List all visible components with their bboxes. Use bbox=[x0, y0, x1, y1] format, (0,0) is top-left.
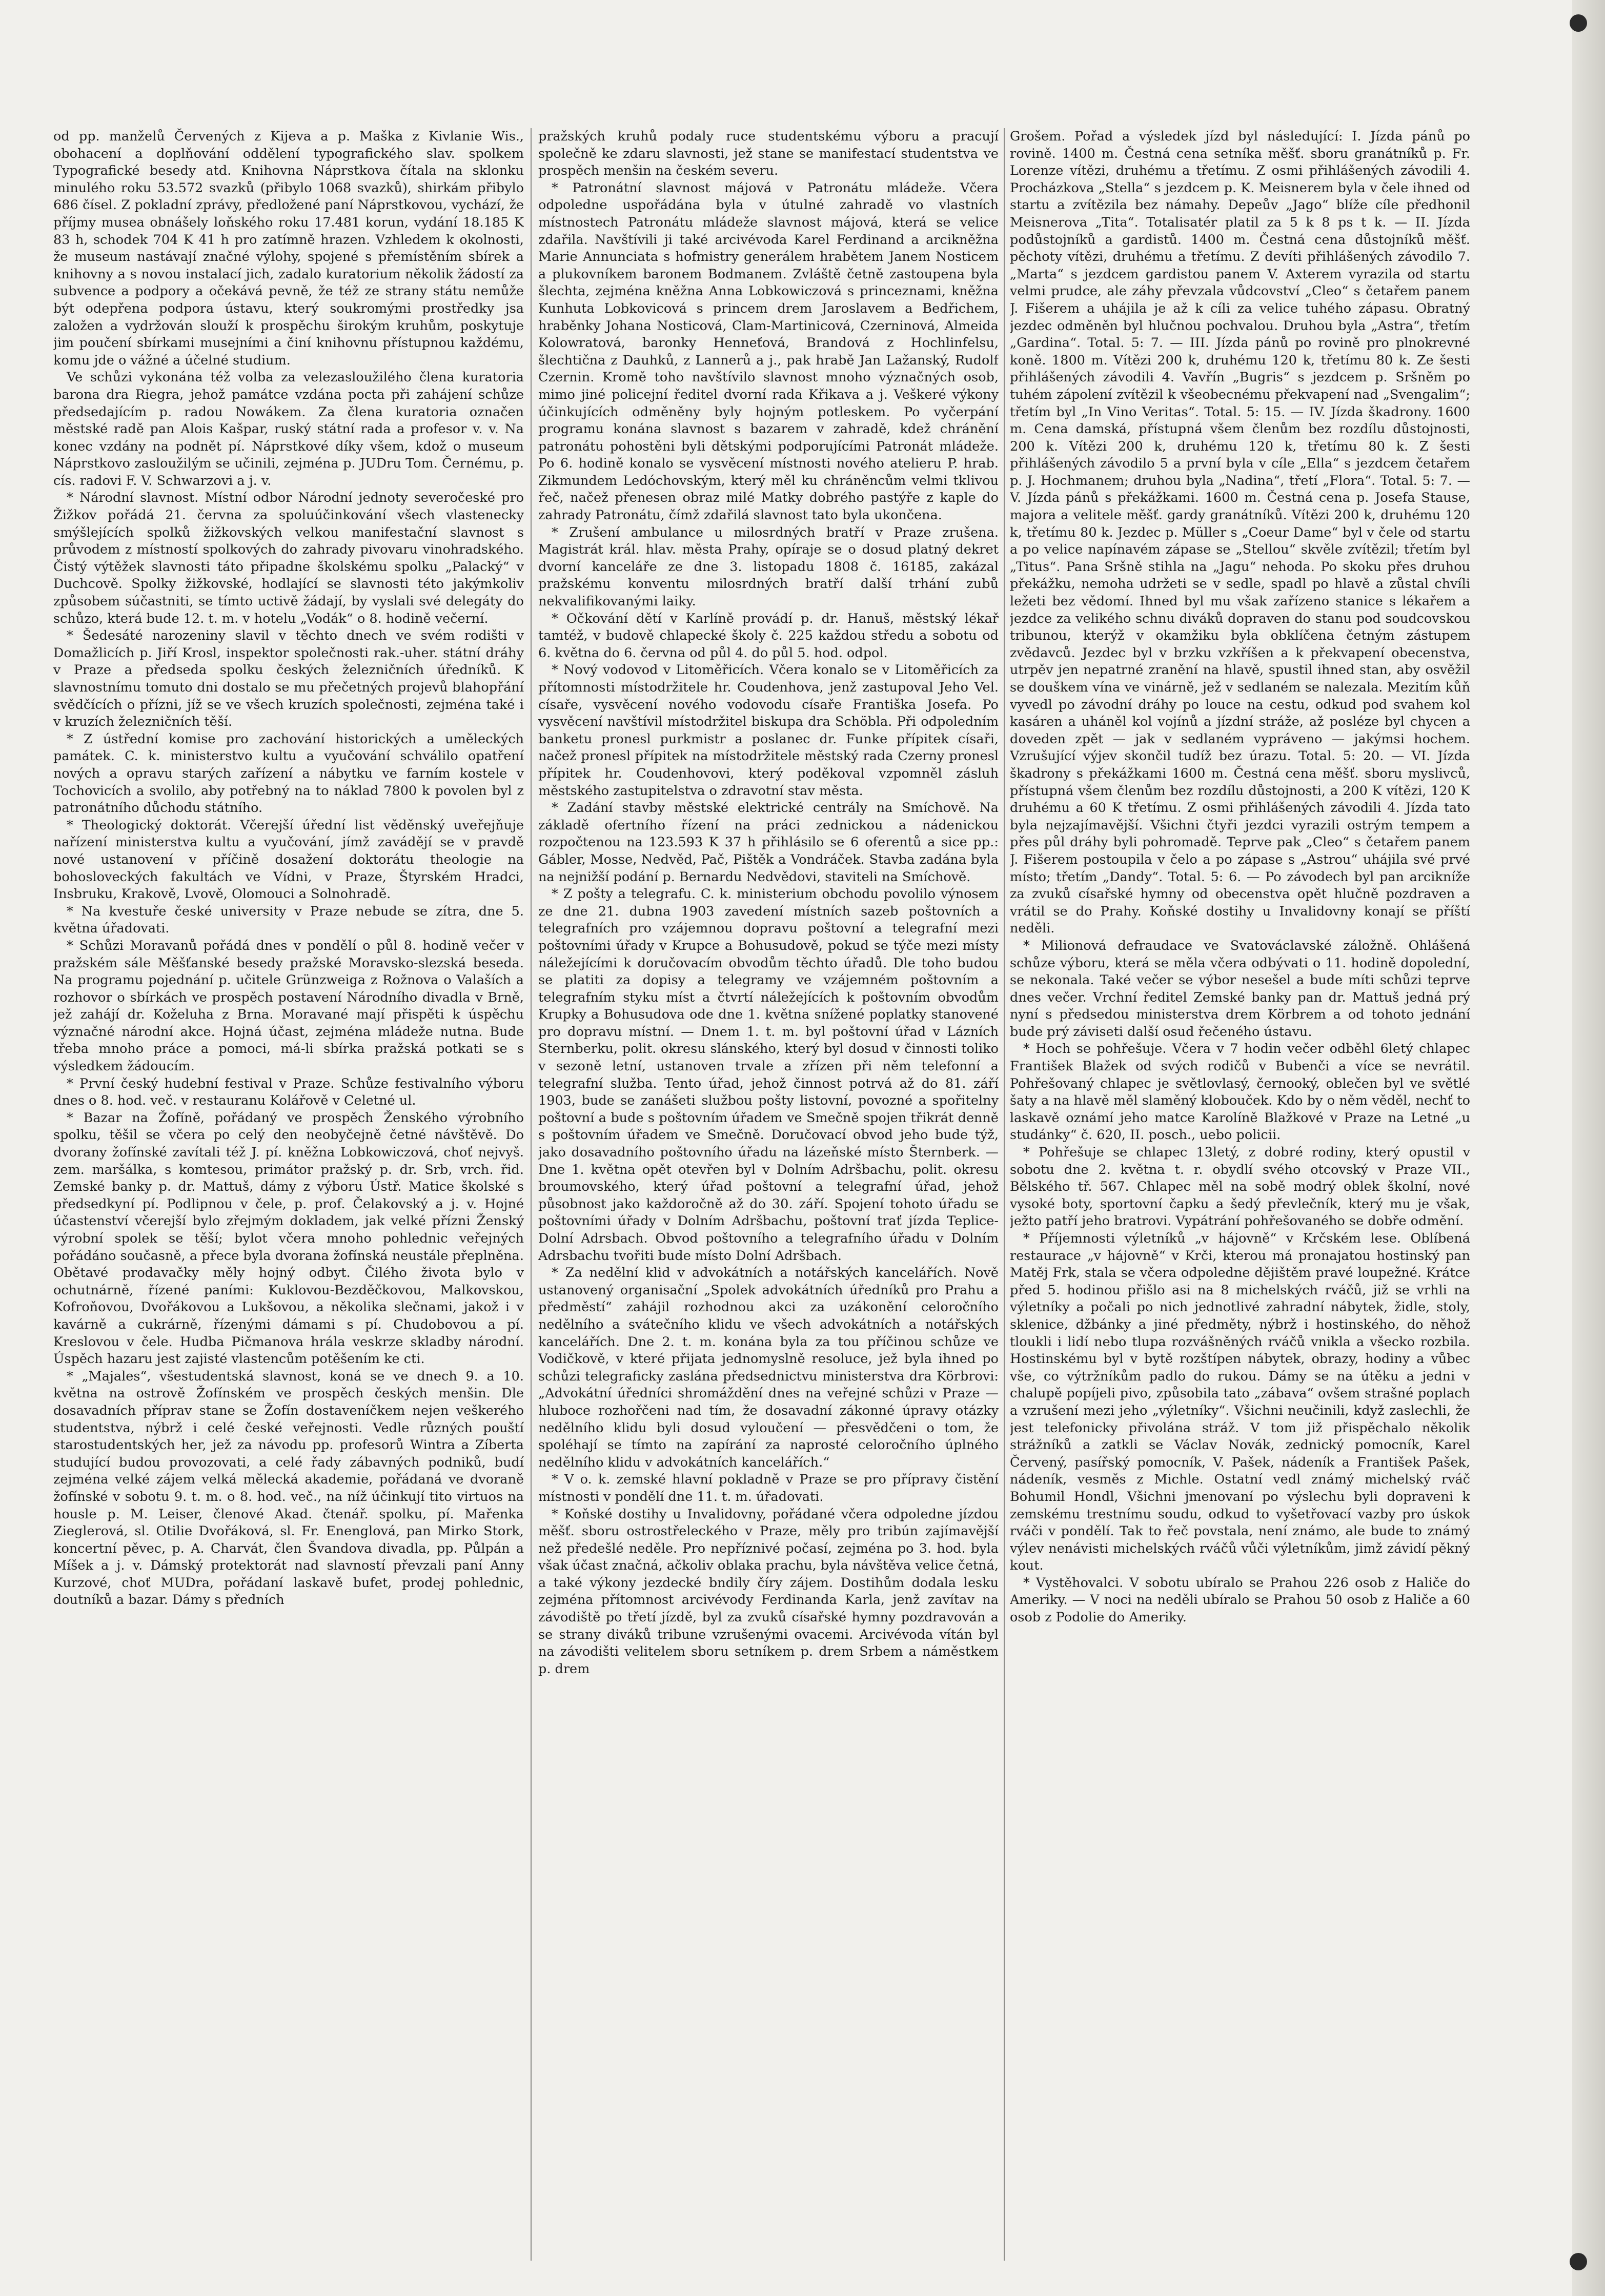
article-paragraph: * Šedesáté narozeniny slavil v těchto dnech ve svém rodišti v Domažlicích p. Jiří Krosl, inspektor společnosti rak.-uher. státní dráhy v Praze a předseda spolku českých železničních úředníků. K slavnostnímu tomuto dni dostalo se mu přečetných projevů blahopřání svědčících o přízni, jíž se ve všech kruzích společnosti, zejména také i v kruzích železničních těší. bbox=[53, 628, 524, 730]
article-paragraph: * Pohřešuje se chlapec 13letý, z dobré rodiny, který opustil v sobotu dne 2. května t. r. obydlí svého otcovský v Praze VII., Bělského tř. 567. Chlapec měl na sobě modrý oblek školní, nové vysoké boty, sportovní čapku a šedý převlečník, který mu je však, ježto patří jeho bratrovi. Vypátrání pohřešovaného se dobře odmění. bbox=[1010, 1145, 1470, 1229]
article-paragraph: * Za nedělní klid v advokátních a notářských kancelářích. Nově ustanovený organisační „Spolek advokátních úředníků pro Prahu a předměstí“ zahájil rozhodnou akci za uzákonění celoročního nedělního a svátečního klidu ve všech advokátních a notářských kancelářích. Dne 2. t. m. konána byla za tou příčinou schůze ve Vodičkově, v které přijata jednomyslně resoluce, jež byla ihned po schůzi telegraficky zaslána předsednictvu ministerstva dra Körbrovi: „Advokátní úředníci shromáždění dnes na veřejné schůzi v Praze — hluboce rozhořčeni nad tím, že dosavadní zákonné úpravy otázky nedělního klidu byli dosud vyloučení — přesvědčeni o tom, že spoléhají se tímto na zapírání za naprosté celoročního úplného nedělního klidu v advokátních kancelářích.“ bbox=[538, 1265, 999, 1470]
article-paragraph: * První český hudební festival v Praze. Schůze festivalního výboru dnes o 8. hod. več. v restauranu Kolářově v Celetné ul. bbox=[53, 1075, 524, 1109]
article-paragraph: od pp. manželů Červených z Kijeva a p. Maška z Kivlanie Wis., obohacení a doplňování oddělení typografického slav. spolkem Typografické besedy atd. Knihovna Náprstkova čítala na sklonku minulého roku 53.572 svazků (přibylo 1068 svazků), shirkám přibylo 686 čísel. Z pokladní zprávy, předložené paní Náprstkovou, vychází, že příjmy musea obnášely loňského roku 17.481 korun, vydání 18.185 K 83 h, schodek 704 K 41 h pro zatímně hrazen. Vzhledem k okolnosti, že museum nastávají značné výlohy, spojené s přemístěním sbírek a knihovny a s novou instalací jich, zadalo kuratorium několik žádostí za subvence a podpory a očekává pevně, že též ze strany státu nemůže být odepřena podpora ústavu, který soukromými prostředky jsa založen a vydržován slouží k prospěchu širokým kruhům, poskytuje jim poučení sbírkami musejními a činí knihovnu přístupnou každému, komu jde o vážné a účelné studium. bbox=[53, 129, 524, 368]
column-divider bbox=[531, 128, 532, 2261]
article-paragraph: * Z ústřední komise pro zachování historických a uměleckých památek. C. k. ministerstvo kultu a vyučování schválilo opatření nových a opravu starých zařízení a nábytku ve farním kostele v Tochovicích a svolilo, aby potřebný na to náklad 7800 k povolen byl z patronátního důchodu státního. bbox=[53, 731, 524, 816]
article-paragraph: * Schůzi Moravanů pořádá dnes v pondělí o půl 8. hodině večer v pražském sále Měšťanské besedy pražské Moravsko-slezská beseda. Na programu pojednání p. učitele Grünzweiga z Rožnova o Valaších a rozhovor o sbírkách ve prospěch postavení Národního divadla v Brně, jež zahájí dr. Koželuha z Brna. Moravané mají přispěti k úspěchu význačné národní akce. Hojná účast, zejména mládeže nutna. Bude třeba mnoho práce a pomoci, má-li sbírka pražská potkati se s výsledkem žádoucím. bbox=[53, 938, 524, 1074]
article-paragraph: * Patronátní slavnost májová v Patronátu mládeže. Včera odpoledne uspořádána byla v útulné zahradě vo vlastních místnostech Patronátu mládeže slavnost májová, která se velice zdařila. Navštívili ji také arcivévoda Karel Ferdinand a arcikněžna Marie Annunciata s hofmistry generálem hrabětem Janem Nosticem a plukovníkem baronem Bodmanem. Zvláště četně zastoupena byla šlechta, zejména kněžna Anna Lobkowiczová s princeznami, kněžna Kunhuta Lobkovicová s princem drem Jaroslavem a Bedřichem, hraběnky Johana Nosticová, Clam-Martinicová, Czerninová, Almeida Kolowratová, baronky Henneťová, Brandová z Hochlinfelsu, šlechtična z Dauhků, z Lannerů a j., pak hrabě Jan Lažanský, Rudolf Czernin. Kromě toho navštívilo slavnost mnoho význačných osob, mimo jiné policejní ředitel dvorní rada Křikava a j. Veškeré výkony účinkujících odměněny byly hojným potleskem. Po vyčerpání programu konána slavnost s bazarem v zahradě, kdež chránění patronátu pohostěni byli dětskými podporujícími Patronát mládeže. Po 6. hodině konalo se vysvěcení místnosti nového atelieru P. hrab. Zikmundem Ledóchovským, který měl ku chráněncům velmi tklivou řeč, načež přenesen obraz milé Matky dobrého pastýře z kaple do zahrady Patronátu, čímž zdařilá slavnost tato byla ukončena. bbox=[538, 180, 999, 523]
column-divider bbox=[1004, 128, 1005, 2261]
article-paragraph: pražských kruhů podaly ruce studentskému výboru a pracují společně ke zdaru slavnosti, jež stane se manifestací studentstva ve prospěch menšin na českém severu. bbox=[538, 129, 999, 179]
article-paragraph: * Bazar na Žofíně, pořádaný ve prospěch Ženského výrobního spolku, těšil se včera po celý den neobyčejně četné návštěvě. Do dvorany žofínské zavítali též J. pí. kněžna Lobkowiczová, choť nejvyš. zem. maršálka, s komtesou, primátor pražský p. dr. Srb, vrch. řid. Zemské banky p. dr. Mattuš, dámy z výboru Ústř. Matice školské s předsedkyní pí. Podlipnou v čele, p. prof. Čelakovský a j. v. Hojné účastenství včerejší bylo zřejmým dokladem, jak velké přízni Ženský výrobní spolek se těší; bylot včera mnoho pohlednic veřejných pořádáno současně, a přece byla dvorana žofínská neustále přeplněna. Obětavé prodavačky měly hojný odbyt. Čilého života bylo v ochutnárně, řízené paními: Kuklovou-Bezděčkovou, Malkovskou, Kofroňovou, Dvořákovou a Lukšovou, a několika slečnami, jakož i v kavárně a cukrárně, řízenými dámami s pí. Chudobovou a pí. Kreslovou v čele. Hudba Pičmanova hrála veskrze skladby národní. Úspěch hazaru jest zajisté vlastencům potěšením ke cti. bbox=[53, 1110, 524, 1367]
column-middle bbox=[538, 128, 999, 2261]
article-paragraph: * Na kvestuře české university v Praze nebude se zítra, dne 5. května úřadovati. bbox=[53, 903, 524, 937]
article-paragraph: * Nový vodovod v Litoměřicích. Včera konalo se v Litoměřicích za přítomnosti místodržitele hr. Coudenhova, jenž zastupoval Jeho Vel. císaře, vysvěcení nového vodovodu císaře Františka Josefa. Po vysvěcení navštívil místodržitel biskupa dra Schöbla. Při odpoledním banketu pronesl purkmistr a poslanec dr. Funke přípitek císaři, načež pronesl přípitek na místodržitele městský rada Czerny pronesl přípitek hr. Coudenhovovi, který poděkoval vzpomněl zásluh městského zastupitelstva o zdravotní stav města. bbox=[538, 662, 999, 799]
column-left bbox=[53, 128, 524, 2261]
article-paragraph: * Národní slavnost. Místní odbor Národní jednoty severočeské pro Žižkov pořádá 21. června za spoluúčinkování všech vlastenecky smýšlejících spolků žižkovských velkou manifestační slavnost s průvodem z místností spolkových do zahrady pivovaru vinohradského. Čistý výtěžek slavnosti táto připadne školskému spolku „Palacký“ v Duchcově. Spolky žižkovské, hodlající se slavnosti této jakýmkoliv způsobem súčastniti, se tímto uctivě žádají, by vyslali své delegáty do schůzo, která bude 12. t. m. v hotelu „Vodák“ o 8. hodině večerní. bbox=[53, 490, 524, 626]
article-paragraph: * „Majales“, všestudentská slavnost, koná se ve dnech 9. a 10. května na ostrově Žofínském ve prospěch českých menšin. Dle dosavadních příprav stane se Žofín dostaveníčkem nejen veškerého studentstva, nýbrž i celé české veřejnosti. Vedle různých pouští starostudentských her, jež za návodu pp. profesorů Wintra a Zíberta studující budou provozovati, a celé řady zábavných podniků, budí zejména velké zájem velká mělecká akademie, pořádaná ve dvoraně žofínské v sobotu 9. t. m. o 8. hod. več., na níž účinkují tito virtuos na housle p. M. Leiser, členové Akad. čtenář. spolku, pí. Mařenka Zieglerová, sl. Otilie Dvořáková, sl. Fr. Enenglová, pan Mirko Stork, koncertní pěvec, p. A. Charvát, člen Švandova divadla, pp. Půlpán a Míšek a j. v. Dámský protektorát nad slavností převzali paní Anny Kurzové, choť MUDra, pořádaní laskavě bufet, prodej pohlednic, doutníků a bazar. Dámy s předních bbox=[53, 1368, 524, 1608]
column-right bbox=[1010, 128, 1470, 2261]
article-paragraph: * V o. k. zemské hlavní pokladně v Praze se pro přípravy čistění místnosti v pondělí dne 11. t. m. úřadovati. bbox=[538, 1472, 999, 1505]
article-paragraph: * Milionová defraudace ve Svatováclavské záložně. Ohlášená schůze výboru, která se měla včera odbývati o 11. hodině dopolední, se nekonala. Také večer se výbor nesešel a bude míti schůzi teprve dnes večer. Vrchní ředitel Zemské banky pan dr. Mattuš jedná prý nyní s předsedou ministerstva drem Körbrem a od tohoto jednání bude prý záviseti další osud řečeného ústavu. bbox=[1010, 938, 1470, 1040]
binding-hole bbox=[1570, 2253, 1587, 2270]
article-paragraph: Grošem. Pořad a výsledek jízd byl následující: I. Jízda pánů po rovině. 1400 m. Čestná cena setníka měšť. sboru granátníků p. Fr. Lorenze vítězi, druhému a třetímu. Z osmi přihlášených závodili 4. Procházkova „Stella“ s jezdcem p. K. Meisnerem byla v čele ihned od startu a zvítězila bez námahy. Depeův „Jago“ blíže cíle předhonil Meisnerova „Tita“. Totalisatér platil za 5 k 8 ps t k. — II. Jízda podůstojníků a gardistů. 1400 m. Čestná cena důstojníků měšť. pěchoty vítězi, druhému a třetímu. Z devíti přihlášených závodilo 7. „Marta“ s jezdcem gardistou panem V. Axterem vyrazila od startu velmi prudce, ale záhy převzala vůdcovství „Cleo“ s četařem panem J. Fišerem a uhájila je až k cíli za velice tuhého zápasu. Obratný jezdec odměněn byl hlučnou pochvalou. Druhou byla „Astra“, třetím „Gardina“. Total. 5: 7. — III. Jízda pánů po rovině pro plnokrevné koně. 1800 m. Vítězi 200 k, druhému 120 k, třetímu 80 k. Ze šesti přihlášených závodili 4. Vavřín „Bugris“ s jezdcem p. Sršněm po tuhém zápolení zvítězil k všeobecnému překvapení nad „Svengalim“; třetím byl „In Vino Veritas“. Total. 5: 15. — IV. Jízda škadrony. 1600 m. Cena damská, přístupná všem členům bez rozdílu důstojnosti, 200 k. Vítězi 200 k, druhému 120 k, třetímu 80 k. Z šesti přihlášených závodilo 5 a první byla v cíle „Ella“ s jezdcem četařem p. J. Hochmanem; druhou byla „Nadina“, třetí „Flora“. Total. 5: 7. — V. Jízda pánů s překážkami. 1600 m. Čestná cena p. Josefa Stause, majora a velitele měšť. gardy granátníků. Vítězi 200 k, druhému 120 k, třetímu 80 k. Jezdec p. Müller s „Coeur Dame“ byl v čele od startu a po velice napínavém zápase se „Stellou“ skvěle zvítězil; třetím byl „Titus“. Pana Sršně stihla na „Jagu“ nehoda. Po skoku přes druhou překážku, nemoha udržeti se v sedle, spadl po hlavě a zůstal chvíli ležeti bez vědomí. Ihned byl mu však zařízeno stanice s lékařem a jezdce za velikého schnu diváků dopraven do stanu pod soudcovskou tribunou, kterýž v okamžiku byla obklíčena četným zástupem zvědavců. Jezdec byl v brzku vzkříšen a k překvapení obecenstva, utrpěv jen nepatrné zranění na hlavě, spustil ihned stan, aby osvěžil se douškem vína ve vinárně, jež v sedlaném se nalezala. Mezitím kůň vyvedl po závodní dráhy po louce na cestu, odkud pod svahem kol kasáren a uháněl kol vojínů a jízdní stráže, až posléze byl chycen a doveden zpět — jak v sedlaném vypráveno — jakýmsi hochem. Vzrušující výjev skončil tudíž bez úrazu. Total. 5: 20. — VI. Jízda škadrony s překážkami 1600 m. Čestná cena měšť. sboru myslivců, přístupná všem členům bez rozdílu důstojnosti, a 200 K vítězi, 120 K druhému a 60 K třetímu. Z osmi přihlášených závodili 4. Jízda tato byla nejzajímavější. Všichni čtyři jezdci vyrazili ostrým tempem a přes půl dráhy byli pohromadě. Teprve pak „Cleo“ s četařem panem J. Fišerem postoupila v čelo a po zápase s „Astrou“ uhájila své prvé místo; třetím „Dandy“. Total. 5: 6. — Po závodech byl pan arcikníže za zvuků císařské hymny od obecenstva opět hlučně pozdraven a vrátil se do Prahy. Koňské dostihy u Invalidovny konají se příští neděli. bbox=[1010, 129, 1470, 937]
article-paragraph: * Zrušení ambulance u milosrdných bratří v Praze zrušena. Magistrát král. hlav. města Prahy, opíraje se o dosud platný dekret dvorní kanceláře ze dne 3. listopadu 1808 č. 16185, zakázal pražskému konventu milosrdných bratří další trhání zubů nekvalifikovanými laiky. bbox=[538, 524, 999, 609]
article-paragraph: * Theologický doktorát. Včerejší úřední list věděnský uveřejňuje nařízení ministerstva kultu a vyučování, jímž zavádějí se v pravdě nové ustanovení v příčině dosažení doktorátu theologie na bohosloveckých fakultách ve Vídni, v Praze, Štyrském Hradci, Insbruku, Krakově, Lvově, Olomouci a Solnohradě. bbox=[53, 817, 524, 902]
article-paragraph: * Příjemnosti výletníků „v hájovně“ v Krčském lese. Oblíbená restaurace „v hájovně“ v Krči, kterou má pronajatou hostinský pan Matěj Frk, stala se včera odpoledne dějištěm pravé loupežné. Krátce před 5. hodinou přišlo asi na 8 michelských rváčů, již se vrhli na výletníky a počali po nich jednotlivé zahradní nábytek, židle, stoly, sklenice, džbánky a jiné předměty, nýbrž i hostinského, do něhož tloukli i lidí nebo tlupa rozvášněných rváčů vnikla a všecko rozbila. Hostinskému byl v bytě rozštípen nábytek, obrazy, hodiny a vůbec vše, co výtržníkům padlo do rukou. Dámy se na útěku a jedni v chalupě popíjeli pivo, způsobila tato „zábava“ ovšem strašné poplach a vzrušení mezi jeho „výletníky“. Všichni neučinili, když zaslechli, že jest telefonicky přivolána stráž. V tom již přispěchalo několik strážníků a zatkli se Václav Novák, zednický pomocník, Karel Červený, pasířský pomocník, V. Pašek, nádeník a František Pašek, nádeník, vesměs z Michle. Ostatní vedl známý michelský rváč Bohumil Hondl, Všichni jmenovaní po výslechu byli dopraveni k zemskému trestnímu soudu, odkud to vyšetřovací vazby pro úskok rváči v pondělí. Tak to řeč povstala, není známo, ale bude to známý výlev nenávisti michelských rváčů vůči výletníkům, jimž závidí pěkný kout. bbox=[1010, 1231, 1470, 1574]
article-paragraph: * Zadání stavby městské elektrické centrály na Smíchově. Na základě ofertního řízení na práci zednickou a nádenickou rozpočtenou na 123.593 K 37 h přihlásilo se 6 oferentů a sice pp.: Gábler, Mosse, Nedvěd, Pač, Pištěk a Vondráček. Stavba zadána byla na nejnižší podání p. Bernardu Nedvědovi, staviteli na Smíchově. bbox=[538, 800, 999, 885]
binding-hole bbox=[1570, 14, 1587, 32]
article-paragraph: * Koňské dostihy u Invalidovny, pořádané včera odpoledne jízdou měšť. sboru ostrostřeleckého v Praze, měly pro tribún zajímavější než předešlé neděle. Pro nepříznivé počasí, zejména po 3. hod. byla však účast značná, ačkoliv oblaka prachu, byla návštěva velice četná, a také výkony jezdecké bndily číry zájem. Dostihům dodala lesku zejména přítomnost arcivévody Ferdinanda Karla, jenž zavítav na závodiště po třetí jízdě, byl za zvuků císařské hymny pozdravován a se strany diváků tribune vzrušenými ovacemi. Arcivévoda vítán byl na závodišti velitelem sboru setníkem p. drem Srbem a náměstkem p. drem bbox=[538, 1506, 999, 1677]
article-paragraph: * Z pošty a telegrafu. C. k. ministerium obchodu povolilo výnosem ze dne 21. dubna 1903 zavedení místních sazeb poštovních a telegrafních pro vzájemnou dopravu poštovní a telegrafní mezi poštovními úřady v Krupce a Bohusudově, pokud se týče mezi místy náležejícími k doručovacím obvodům těchto úřadů. Dle toho budou se platiti za dopisy a telegramy ve vzájemném poštovním a telegrafním styku míst a čtvrtí náležejících k poštovním obvodům Krupky a Bohusudova ode dne 1. května snížené poplatky stanovené pro dopravu místní. — Dnem 1. t. m. byl poštovní úřad v Lázních Sternberku, polit. okresu slánského, který byl dosud v činnosti toliko v sezoně letní, ustanoven trvale a zřízen při něm telefonní a telegrafní služba. Tento úřad, jehož činnost potrvá až do 81. září 1903, bude se zanášeti službou pošty listovní, povozné a spořitelny poštovní a bude s poštovním úřadem ve Smečně spojen třikrát denně s poštovním úřadem ve Smečně. Doručovací obvod jeho bude týž, jako dosavadního poštovního úřadu na lázeňské místo Šternberk. — Dne 1. května opět otevřen byl v Dolním Adršbachu, polit. okresu broumovského, který úřad poštovní a telegrafní úřad, jehož působnost jako každoročně až do 30. září. Spojení tohoto úřadu se poštovními úřady v Dolním Adršbachu, poštovní trať jízda Teplice-Dolní Adrsbach. Obvod poštovního a telegrafního úřadu v Dolním Adrsbachu tvořiti bude místo Dolní Adršbach. bbox=[538, 886, 999, 1264]
article-paragraph: * Hoch se pohřešuje. Včera v 7 hodin večer odběhl 6letý chlapec František Blažek od svých rodičů v Bubenči a více se nevrátil. Pohřešovaný chlapec je světlovlasý, černooký, oblečen byl ve světlé šaty a na hlavě měl slaměný klobouček. Kdo by o něm věděl, nechť to laskavě oznámí jeho matce Karolíně Blažkové v Praze na Letné „u studánky“ č. 620, II. posch., uebo policii. bbox=[1010, 1041, 1470, 1143]
article-paragraph: * Vystěhovalci. V sobotu ubíralo se Prahou 226 osob z Haliče do Ameriky. — V noci na neděli ubíralo se Prahou 50 osob z Haliče a 60 osob z Podolie do Ameriky. bbox=[1010, 1575, 1470, 1626]
article-paragraph: Ve schůzi vykonána též volba za velezasloužilého člena kuratoria barona dra Riegra, jehož památce vzdána pocta při zahájení schůze předsedajícím p. radou Nowákem. Za člena kuratoria označen městské radě pan Alois Kašpar, ruský státní rada a profesor v. v. Na konec vzdány na podnět pí. Náprstkové díky všem, kdož o museum Náprstkovo zasloužilým se učinili, zejména p. JUDru Tom. Černému, p. cís. radovi F. V. Schwarzovi a j. v. bbox=[53, 370, 524, 489]
binding-edge bbox=[1572, 0, 1605, 2296]
article-paragraph: * Očkování dětí v Karlíně provádí p. dr. Hanuš, městský lékař tamtéž, v budově chlapecké školy č. 225 každou středu a sobotu od 6. května do 6. června od půl 4. do půl 5. hod. odpol. bbox=[538, 611, 999, 661]
